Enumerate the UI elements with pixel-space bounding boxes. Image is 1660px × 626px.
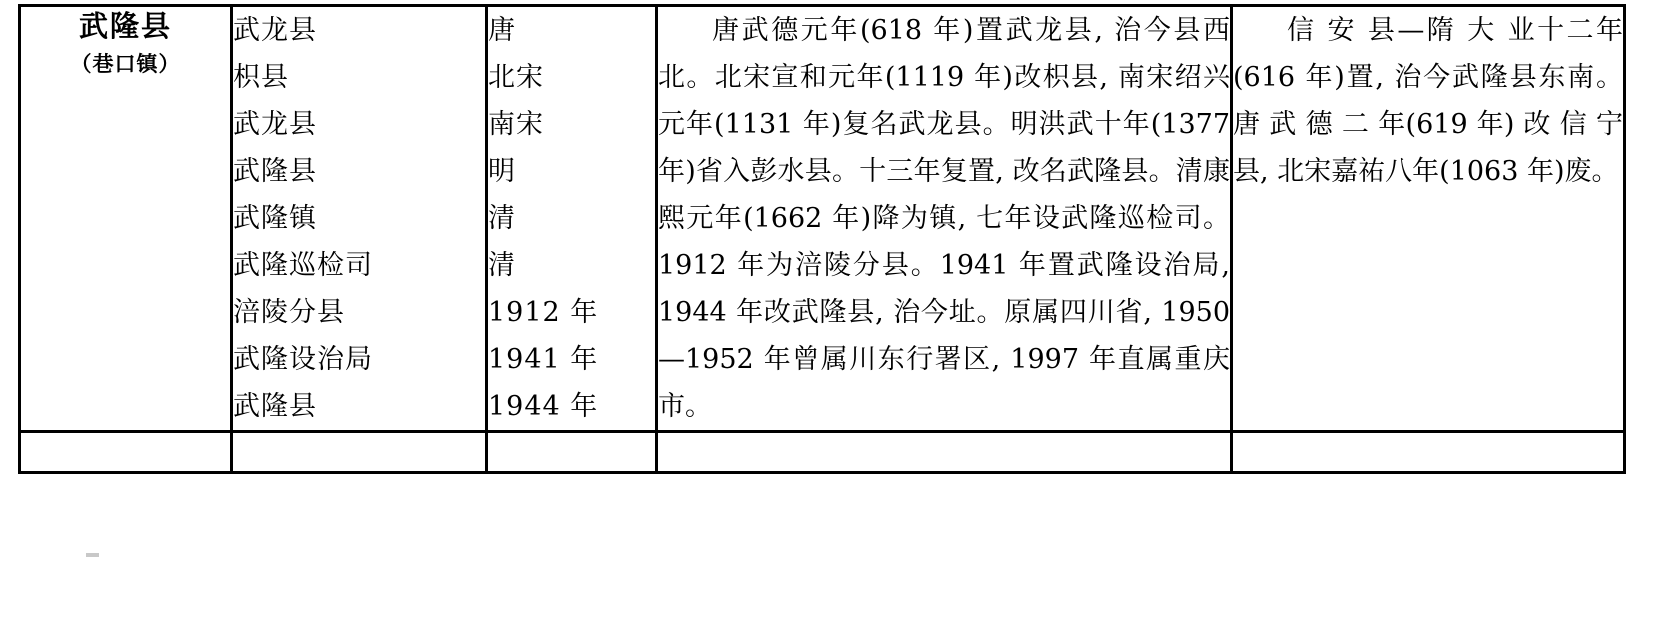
list-item: 唐 [488,15,516,46]
cell-history [657,6,1232,432]
gazetteer-table [18,4,1623,474]
cell-stub [232,432,487,473]
list-item: 武隆县 [233,156,317,187]
list-item: 1912 年 [488,297,599,328]
list-item: 1944 年 [488,391,599,422]
cell-stub [1232,432,1625,473]
list-item: 枳县 [233,62,289,93]
list-item: 涪陵分县 [233,297,345,328]
cell-stub [657,432,1232,473]
table-row [20,6,1625,432]
county-name: 武隆县 [78,9,172,43]
cell-eras [487,6,657,432]
list-item: 武隆巡检司 [233,250,373,281]
cell-county-name [20,6,232,432]
table [18,4,1626,474]
list-item: 清 [488,250,516,281]
list-item: 1941 年 [488,344,599,375]
history-text: 唐武德元年(618 年)置武龙县, 治今县西北。北宋宣和元年(1119 年)改枳县, 南宋绍兴元年(1131 年)复名武龙县。明洪武十年(1377 年)省入彭水县。十三年复置, 改名武隆县。清康熙元年(1662 年)降为镇, 七年设武隆巡检司。1912 年为涪陵分县。1941 年置武隆设治局, 1944 年改武隆县, 治今址。原属四川省, 1950 —1952 年曾属川东行署区, 1997 年直属重庆市。 [658,15,1230,422]
list-item: 武隆设治局 [233,344,373,375]
cell-stub [20,432,232,473]
cell-remark [1232,6,1625,432]
scan-speck [86,553,99,557]
list-item: 北宋 [488,62,544,93]
remark-text: 信 安 县—隋 大 业十二年(616 年)置, 治今武隆县东南。唐 武 德 二 年(619 年) 改 信 宁县, 北宋嘉祐八年(1063 年)废。 [1233,15,1623,187]
county-seat: （巷口镇） [70,51,181,77]
cell-stub [487,432,657,473]
list-item: 武隆镇 [233,203,317,234]
table-row-next-stub [20,432,1625,473]
list-item: 武龙县 [233,109,317,140]
cell-former-names [232,6,487,432]
list-item: 武隆县 [233,391,317,422]
list-item: 南宋 [488,109,544,140]
list-item: 武龙县 [233,15,317,46]
list-item: 明 [488,156,516,187]
list-item: 清 [488,203,516,234]
